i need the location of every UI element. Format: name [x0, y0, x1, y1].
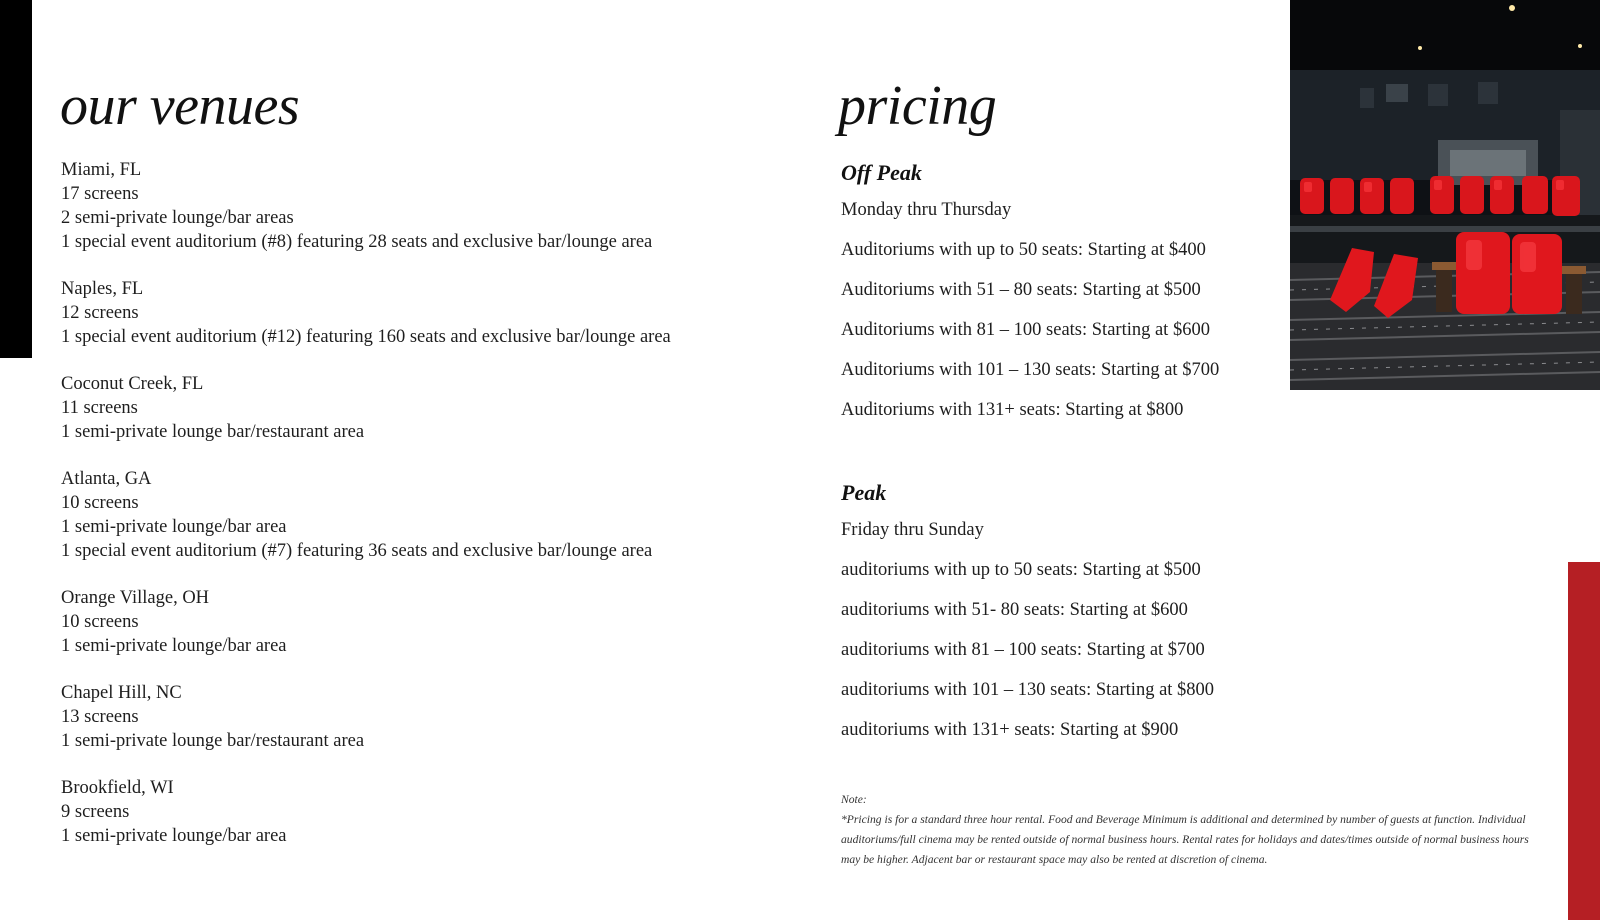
venue-item	[61, 372, 781, 444]
venue-line: Atlanta, GA	[61, 469, 152, 489]
venue-line: 9 screens	[61, 802, 130, 822]
venue-item	[61, 586, 781, 658]
right-accent-bar	[1568, 562, 1600, 920]
pricing-list	[841, 156, 1281, 756]
venue-line: 1 semi-private lounge/bar area	[61, 636, 287, 656]
venue-line: Naples, FL	[61, 279, 144, 299]
off-peak-heading: Off Peak	[841, 160, 922, 185]
venue-line: 1 semi-private lounge/bar area	[61, 517, 287, 537]
off-peak-section	[841, 156, 1281, 436]
off-peak-rate: Auditoriums with 101 – 130 seats: Starting at $700	[841, 360, 1220, 380]
venues-list	[61, 158, 781, 871]
venue-line: 1 semi-private lounge bar/restaurant area	[61, 731, 365, 751]
venues-title: our venues	[60, 75, 300, 137]
theater-seating-photo	[1290, 0, 1600, 390]
pricing-title: pricing	[838, 75, 997, 137]
peak-rate: auditoriums with 81 – 100 seats: Starting at $700	[841, 640, 1205, 660]
off-peak-rate: Auditoriums with 131+ seats: Starting at $800	[841, 400, 1184, 420]
venue-line: 1 special event auditorium (#8) featuring 28 seats and exclusive bar/lounge area	[61, 232, 653, 252]
peak-rate: auditoriums with 131+ seats: Starting at $900	[841, 720, 1179, 740]
peak-rate: auditoriums with up to 50 seats: Starting at $500	[841, 560, 1201, 580]
venue-line: 12 screens	[61, 303, 139, 323]
pricing-note	[841, 790, 1531, 870]
peak-days: Friday thru Sunday	[841, 520, 984, 540]
venue-line: Miami, FL	[61, 160, 142, 180]
venue-line: 1 semi-private lounge bar/restaurant area	[61, 422, 365, 442]
theater-seating-image	[1290, 0, 1600, 390]
off-peak-days: Monday thru Thursday	[841, 200, 1012, 220]
venue-line: 13 screens	[61, 707, 139, 727]
venue-line: 10 screens	[61, 612, 139, 632]
venue-line: 1 semi-private lounge/bar area	[61, 826, 287, 846]
venue-line: Coconut Creek, FL	[61, 374, 204, 394]
note-label: Note:	[841, 793, 867, 806]
venue-line: 11 screens	[61, 398, 138, 418]
off-peak-rate: Auditoriums with up to 50 seats: Starting at $400	[841, 240, 1206, 260]
peak-section	[841, 476, 1281, 756]
left-accent-bar	[0, 0, 32, 358]
venue-item	[61, 277, 781, 349]
venue-line: Chapel Hill, NC	[61, 683, 182, 703]
venue-item	[61, 467, 781, 563]
off-peak-rate: Auditoriums with 51 – 80 seats: Starting at $500	[841, 280, 1201, 300]
venue-line: 10 screens	[61, 493, 139, 513]
off-peak-rate: Auditoriums with 81 – 100 seats: Starting at $600	[841, 320, 1210, 340]
venue-line: 1 special event auditorium (#12) featuring 160 seats and exclusive bar/lounge area	[61, 327, 671, 347]
venue-item	[61, 776, 781, 848]
venue-line: Orange Village, OH	[61, 588, 210, 608]
venue-line: Brookfield, WI	[61, 778, 174, 798]
peak-rate: auditoriums with 101 – 130 seats: Starting at $800	[841, 680, 1215, 700]
peak-rate: auditoriums with 51- 80 seats: Starting at $600	[841, 600, 1188, 620]
venue-line: 1 special event auditorium (#7) featuring 36 seats and exclusive bar/lounge area	[61, 541, 653, 561]
venue-line: 17 screens	[61, 184, 139, 204]
note-text: *Pricing is for a standard three hour rental. Food and Beverage Minimum is additional and determined by number of guests at function. Individual auditoriums/full cinema may be rented outside of normal business hours. Rental rates for holidays and dates/times outside of normal business hours may be higher. Adjacent bar or restaurant space may also be rented at discretion of cinema.	[841, 813, 1529, 866]
venue-item	[61, 681, 781, 753]
peak-heading: Peak	[841, 480, 887, 505]
venue-line: 2 semi-private lounge/bar areas	[61, 208, 294, 228]
venue-item	[61, 158, 781, 254]
